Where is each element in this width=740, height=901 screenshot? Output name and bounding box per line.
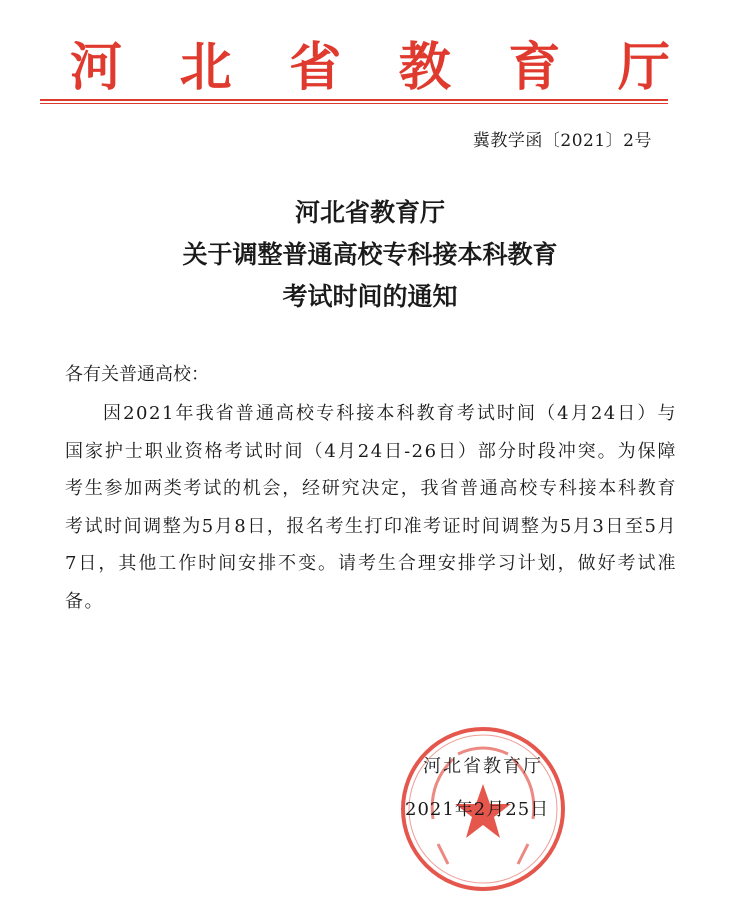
document-number: 冀教学函〔2021〕2号 — [472, 131, 652, 151]
letterhead-divider — [40, 99, 668, 101]
letterhead-char: 北 — [179, 37, 232, 98]
document-title-line: 河北省教育厅 — [294, 198, 445, 227]
signature-date: 2021年2月25日 — [405, 799, 550, 820]
document-title-line: 关于调整普通高校专科接本科教育 — [182, 240, 558, 269]
salutation: 各有关普通高校： — [65, 364, 209, 385]
letterhead-char: 教 — [398, 37, 451, 98]
letterhead-title — [70, 30, 670, 98]
letterhead-char: 育 — [508, 37, 561, 98]
document-title — [0, 192, 740, 318]
body-paragraph: 因2021年我省普通高校专科接本科教育考试时间（4月24日）与国家护士职业资格考试时间（4月24日-26日）部分时段冲突。为保障考生参加两类考试的机会，经研究决定，我省普通高校专科接本科教育考试时间调整为5月8日，报名考生打印准考证时间调整为5月3日至5月7日，其他工作时间安排不变。请考生合理安排学习计划，做好考试准备。 — [65, 403, 677, 612]
document-title-line: 考试时间的通知 — [282, 282, 458, 311]
signature-organization: 河北省教育厅 — [423, 756, 543, 777]
letterhead-char: 省 — [289, 37, 342, 98]
letterhead-char: 厅 — [617, 37, 670, 98]
letterhead-char: 河 — [70, 37, 123, 98]
letterhead-divider-thin — [40, 103, 668, 104]
